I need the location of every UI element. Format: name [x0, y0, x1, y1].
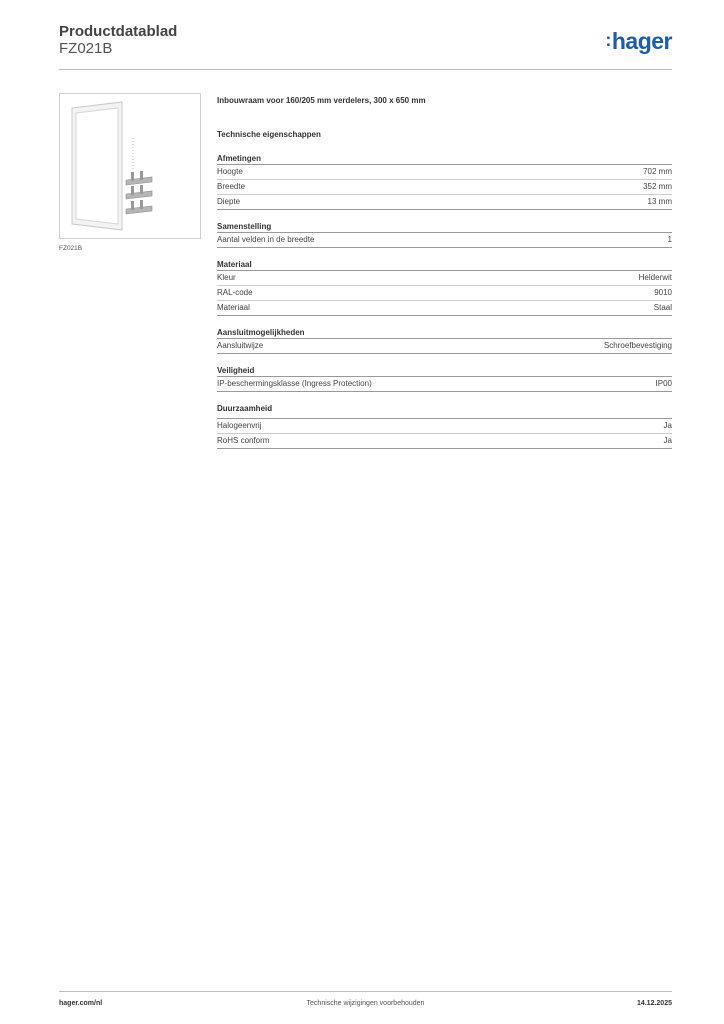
product-image	[59, 93, 201, 239]
specs-heading: Technische eigenschappen	[217, 130, 321, 139]
hager-logo	[605, 28, 672, 55]
website-link[interactable]: hager.com/nl	[59, 1000, 103, 1007]
spec-label: RoHS conform	[217, 436, 270, 445]
spec-label: IP-beschermingsklasse (Ingress Protection)	[217, 379, 372, 388]
logo-dots: :	[605, 30, 611, 50]
document-footer	[59, 991, 672, 1016]
document-header	[59, 20, 672, 70]
spec-row	[217, 339, 672, 354]
document-title: Productdatablad	[59, 23, 178, 40]
spec-value: 352 mm	[643, 182, 672, 191]
spec-row	[217, 180, 672, 195]
section-title: Veiligheid	[217, 365, 672, 377]
spec-row	[217, 286, 672, 301]
spec-label: Aantal velden in de breedte	[217, 235, 315, 244]
spec-label: RAL-code	[217, 288, 253, 297]
spec-label: Hoogte	[217, 167, 243, 176]
bracket-group	[126, 171, 152, 214]
spec-value: Staal	[653, 303, 672, 312]
spec-section-materiaal	[217, 259, 672, 316]
spec-label: Diepte	[217, 197, 241, 206]
spec-row	[217, 419, 672, 434]
section-title: Duurzaamheid	[217, 403, 672, 419]
spec-value: Ja	[663, 436, 672, 445]
image-caption: FZ021B	[59, 245, 83, 252]
spec-value: Ja	[663, 421, 672, 430]
spec-section-samenstelling	[217, 221, 672, 248]
spec-value: 1	[667, 235, 672, 244]
product-content	[217, 96, 672, 449]
spec-section-veiligheid	[217, 365, 672, 392]
spec-row	[217, 301, 672, 316]
spec-label: Aansluitwijze	[217, 341, 264, 350]
spec-row	[217, 271, 672, 286]
spec-section-afmetingen	[217, 153, 672, 210]
footer-notice: Technische wijzigingen voorbehouden	[306, 1000, 425, 1007]
spec-row	[217, 195, 672, 210]
spec-label: Breedte	[217, 182, 246, 191]
section-title: Samenstelling	[217, 221, 672, 233]
spec-value: IP00	[655, 379, 672, 388]
spec-row	[217, 233, 672, 248]
spec-section-aansluitmogelijkheden	[217, 327, 672, 354]
spec-value: 702 mm	[643, 167, 672, 176]
spec-row	[217, 377, 672, 392]
spec-value: Schroefbevestiging	[603, 341, 672, 350]
section-title: Aansluitmogelijkheden	[217, 327, 672, 339]
document-date: 14.12.2025	[636, 1000, 672, 1007]
spec-row	[217, 165, 672, 180]
spec-row	[217, 434, 672, 449]
spec-label: Halogeenvrij	[217, 421, 262, 430]
section-title: Materiaal	[217, 259, 672, 271]
product-code: FZ021B	[59, 40, 113, 57]
logo-text: hager	[611, 28, 672, 54]
spec-value: Helderwit	[638, 273, 672, 282]
spec-label: Kleur	[217, 273, 236, 282]
spec-value: 9010	[654, 288, 672, 297]
spec-label: Materiaal	[217, 303, 250, 312]
section-title: Afmetingen	[217, 153, 672, 165]
spec-value: 13 mm	[647, 197, 672, 206]
spec-section-duurzaamheid	[217, 403, 672, 449]
product-description: Inbouwraam voor 160/205 mm verdelers, 300 x 650 mm	[217, 96, 426, 105]
frame-illustration	[60, 94, 200, 238]
